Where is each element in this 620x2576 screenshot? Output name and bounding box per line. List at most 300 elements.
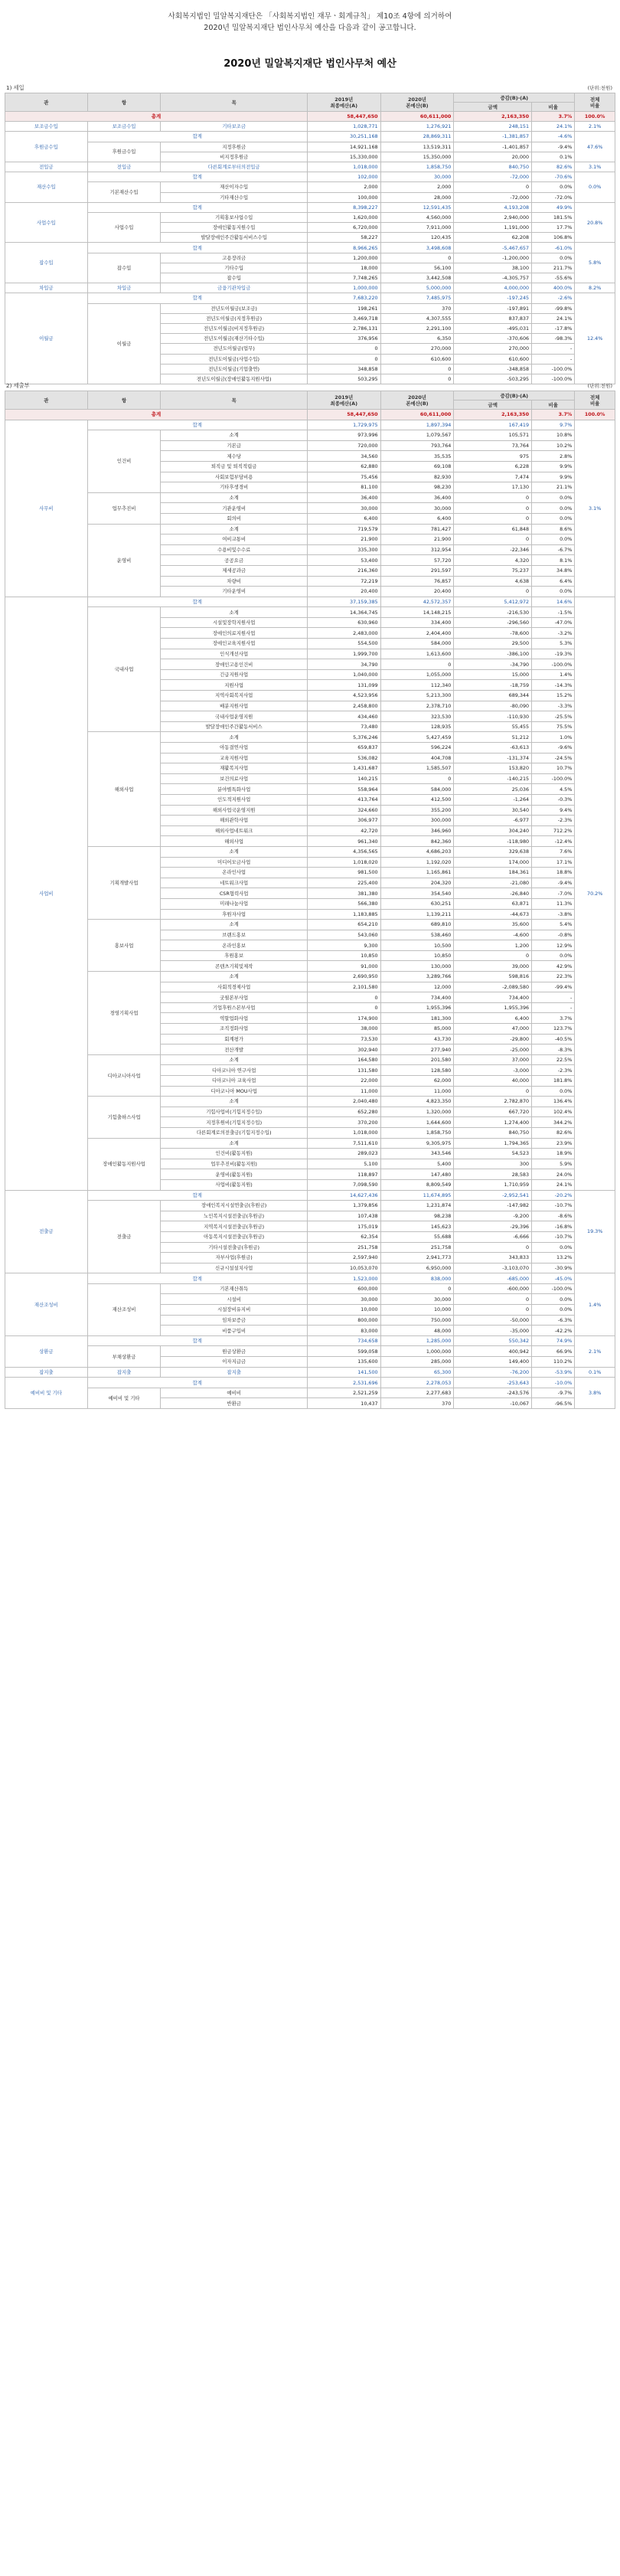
diff-ratio: -6.7% [532, 544, 575, 555]
diff-amount: 550,342 [454, 1335, 532, 1346]
diff-amount: -600,000 [454, 1283, 532, 1294]
diff-ratio: -0.8% [532, 930, 575, 940]
diff-ratio: 344.2% [532, 1117, 575, 1128]
diff-ratio: - [532, 992, 575, 1003]
hang-cell: 이월금 [87, 303, 161, 384]
value-2019: 81,100 [307, 482, 380, 493]
value-2019: 14,627,436 [307, 1190, 380, 1201]
share-ratio: 3.8% [575, 1378, 615, 1409]
diff-amount: 0 [454, 950, 532, 961]
value-2019: 3,469,718 [307, 313, 380, 323]
mok-cell: 인식개선사업 [161, 649, 307, 659]
value-2020: 1,276,921 [380, 122, 454, 132]
value-2020: 11,674,895 [380, 1190, 454, 1201]
diff-amount: 5,412,972 [454, 597, 532, 607]
diff-amount: 40,000 [454, 1076, 532, 1087]
value-2020: 14,148,215 [380, 607, 454, 618]
value-2020: 60,611,000 [380, 112, 454, 122]
value-2020: 55,688 [380, 1231, 454, 1242]
diff-ratio: -19.3% [532, 649, 575, 659]
value-2020: 98,238 [380, 1211, 454, 1221]
value-2020: 3,289,766 [380, 972, 454, 982]
mok-cell: 교육지원사업 [161, 753, 307, 763]
mok-cell: 발달장애인주간활동서비스수입 [161, 233, 307, 243]
mok-cell: 후원홍보 [161, 950, 307, 961]
header-share [575, 391, 615, 410]
diff-ratio: 6.4% [532, 576, 575, 587]
value-2019: 961,340 [307, 836, 380, 847]
share-ratio: 3.1% [575, 420, 615, 597]
mok-cell: 조직정화사업 [161, 1024, 307, 1035]
mok-cell: 네트워크사업 [161, 878, 307, 888]
mok-cell: 해외사업네트워크 [161, 825, 307, 836]
value-2020: 750,000 [380, 1315, 454, 1326]
value-2019: 1,200,000 [307, 253, 380, 263]
value-2019: 1,018,020 [307, 857, 380, 868]
value-2020: 43,730 [380, 1034, 454, 1044]
value-2019: 5,376,246 [307, 732, 380, 743]
value-2019: 141,500 [307, 1367, 380, 1378]
header-mok-text: 목 [231, 99, 237, 106]
gwan-cell: 이월금 [5, 293, 88, 384]
diff-ratio: -98.3% [532, 334, 575, 344]
value-2019: 198,261 [307, 303, 380, 313]
hang-cell: 사업수입 [87, 212, 161, 243]
value-2020: 355,200 [380, 805, 454, 816]
value-2020: 596,224 [380, 743, 454, 754]
diff-amount: -6,977 [454, 816, 532, 826]
diff-amount: 610,600 [454, 354, 532, 364]
value-2020: 630,251 [380, 898, 454, 909]
diff-ratio: 9.9% [532, 461, 575, 472]
mok-cell: 기타운영비 [161, 587, 307, 597]
mok-cell: 시설비 [161, 1294, 307, 1305]
mok-cell: 기본재산취득 [161, 1283, 307, 1294]
mok-cell: 미래나눔사업 [161, 898, 307, 909]
value-2020: 584,000 [380, 784, 454, 795]
value-2020: 2,278,053 [380, 1378, 454, 1388]
subtotal-row [5, 1190, 615, 1201]
mok-cell: 회의비 [161, 513, 307, 524]
mok-cell: 기관운영비 [161, 503, 307, 514]
diff-ratio: 136.4% [532, 1097, 575, 1107]
mok-cell: 소계 [161, 1054, 307, 1065]
mok-cell: 회계평가 [161, 1034, 307, 1044]
diff-ratio: 1.4% [532, 669, 575, 680]
value-2020: 112,340 [380, 680, 454, 691]
share-ratio: 1.4% [575, 1273, 615, 1336]
value-2019: 58,227 [307, 233, 380, 243]
mok-cell: 소계 [161, 607, 307, 618]
diff-ratio: 0.0% [532, 492, 575, 503]
value-2019: 102,000 [307, 172, 380, 182]
diff-amount: 975 [454, 451, 532, 462]
share-ratio: 100.0% [575, 410, 615, 420]
value-2019: 324,660 [307, 805, 380, 816]
value-2020: 1,285,000 [380, 1335, 454, 1346]
diff-ratio: 123.7% [532, 1024, 575, 1035]
mok-cell: 기업후원스본부사업 [161, 1002, 307, 1013]
value-2019: 38,000 [307, 1024, 380, 1035]
value-2019: 2,690,950 [307, 972, 380, 982]
diff-amount: -197,245 [454, 293, 532, 303]
gwan-cell: 전출금 [5, 1190, 88, 1273]
mok-cell: 굿윌본부사업 [161, 992, 307, 1003]
value-2020: 30,000 [380, 1294, 454, 1305]
value-2020: 334,400 [380, 617, 454, 628]
table-row [5, 1346, 615, 1357]
diff-amount: 20,000 [454, 152, 532, 162]
header-diff [454, 391, 575, 400]
header-mok [161, 391, 307, 410]
value-2020: 7,485,975 [380, 293, 454, 303]
diff-amount: 1,955,396 [454, 1002, 532, 1013]
diff-amount: 39,000 [454, 961, 532, 972]
value-2020: 842,360 [380, 836, 454, 847]
hang-cell: 운영비 [87, 524, 161, 597]
value-2019: 118,897 [307, 1169, 380, 1180]
value-2020: 76,857 [380, 576, 454, 587]
value-2020: 0 [380, 374, 454, 384]
value-2020: 300,000 [380, 816, 454, 826]
diff-amount: 38,100 [454, 263, 532, 273]
diff-ratio: 0.0% [532, 182, 575, 192]
diff-ratio: 17.1% [532, 857, 575, 868]
value-2020: 1,165,861 [380, 868, 454, 878]
diff-amount: 2,782,870 [454, 1097, 532, 1107]
value-2020: 13,519,311 [380, 142, 454, 152]
diff-amount: 840,750 [454, 1127, 532, 1138]
diff-ratio: 3.7% [532, 112, 575, 122]
diff-amount: 689,344 [454, 691, 532, 701]
header-mok [161, 93, 307, 112]
diff-ratio: -8.3% [532, 1044, 575, 1055]
value-2019: 225,400 [307, 878, 380, 888]
table-row [5, 1054, 615, 1065]
value-2019: 20,400 [307, 587, 380, 597]
value-2020: 1,320,000 [380, 1107, 454, 1117]
diff-ratio: -30.9% [532, 1263, 575, 1273]
diff-amount: -72,000 [454, 192, 532, 202]
value-2019: 2,101,580 [307, 982, 380, 992]
mok-cell: 합계 [87, 597, 307, 607]
mok-cell: 소계 [161, 972, 307, 982]
value-2019: 536,082 [307, 753, 380, 763]
diff-ratio: 9.4% [532, 805, 575, 816]
diff-ratio: -9.4% [532, 878, 575, 888]
diff-ratio: 0.0% [532, 1294, 575, 1305]
hang-cell: 장애인활동지원사업 [87, 1138, 161, 1190]
mok-cell: 디아코니아 교육사업 [161, 1076, 307, 1087]
value-2020: 1,613,600 [380, 649, 454, 659]
value-2019: 53,400 [307, 555, 380, 566]
mok-cell: 자부사업(후원금) [161, 1253, 307, 1263]
diff-ratio: 11.3% [532, 898, 575, 909]
mok-cell: 기타보조금 [161, 122, 307, 132]
diff-amount: 55,455 [454, 721, 532, 732]
mok-cell: 반환금 [161, 1398, 307, 1409]
hang-cell: 기획개발사업 [87, 846, 161, 919]
value-2020: 6,350 [380, 334, 454, 344]
value-2019: 981,500 [307, 868, 380, 878]
value-2020: 12,000 [380, 982, 454, 992]
diff-amount: 304,240 [454, 825, 532, 836]
header-hang [87, 93, 161, 112]
value-2020: 781,427 [380, 524, 454, 534]
value-2020: 145,623 [380, 1221, 454, 1232]
mok-cell: 재활복지사업 [161, 763, 307, 774]
diff-amount: 1,274,400 [454, 1117, 532, 1128]
value-2019: 72,219 [307, 576, 380, 587]
diff-amount: -26,840 [454, 888, 532, 899]
diff-amount: 51,212 [454, 732, 532, 743]
value-2019: 599,058 [307, 1346, 380, 1357]
mok-cell: 전산개발 [161, 1044, 307, 1055]
diff-amount: -253,643 [454, 1378, 532, 1388]
mok-cell: 해외관학사업 [161, 816, 307, 826]
diff-ratio: 1.0% [532, 732, 575, 743]
header-ratio-text: 비율 [548, 401, 558, 408]
header-2019 [307, 391, 380, 410]
mok-cell: 기타수입 [161, 263, 307, 273]
value-2019: 30,000 [307, 1294, 380, 1305]
diff-ratio: -24.5% [532, 753, 575, 763]
mok-cell: 수용비및수수료 [161, 544, 307, 555]
mok-cell: 장애인의료지원사업 [161, 628, 307, 639]
diff-ratio: 110.2% [532, 1357, 575, 1368]
diff-amount: -80,090 [454, 701, 532, 711]
diff-amount: -21,080 [454, 878, 532, 888]
subtotal-row [5, 283, 615, 293]
mok-cell: 시설장비유지비 [161, 1305, 307, 1316]
diff-ratio: -7.0% [532, 888, 575, 899]
value-2020: 1,192,020 [380, 857, 454, 868]
value-2019: 37,159,385 [307, 597, 380, 607]
mok-cell: 전년도이월금(재산기타수입) [161, 334, 307, 344]
value-2019: 34,790 [307, 659, 380, 670]
diff-ratio: 0.0% [532, 1242, 575, 1253]
mok-cell: 전년도이월금(사업수입) [161, 354, 307, 364]
mok-cell: 기타재산수입 [161, 192, 307, 202]
mok-cell: 장애인복지시설연출금(후원금) [161, 1201, 307, 1211]
diff-ratio: -16.8% [532, 1221, 575, 1232]
diff-amount: 837,837 [454, 313, 532, 323]
diff-ratio: 49.9% [532, 202, 575, 212]
subtotal-row [5, 162, 615, 172]
value-2020: 251,758 [380, 1242, 454, 1253]
subtotal-row [5, 1273, 615, 1284]
diff-amount: -1,200,000 [454, 253, 532, 263]
value-2020: 120,435 [380, 233, 454, 243]
diff-amount: -63,613 [454, 743, 532, 754]
diff-ratio: 14.6% [532, 597, 575, 607]
value-2020: 2,404,400 [380, 628, 454, 639]
diff-ratio: -8.6% [532, 1211, 575, 1221]
mok-cell: 임차보증금 [161, 1315, 307, 1326]
mok-cell: 제세공과금 [161, 565, 307, 576]
value-2019: 83,000 [307, 1326, 380, 1336]
header-2019 [307, 93, 380, 112]
value-2019: 630,960 [307, 617, 380, 628]
value-2020: 130,000 [380, 961, 454, 972]
diff-amount: -495,031 [454, 323, 532, 333]
mok-cell: 후원자사업 [161, 909, 307, 920]
value-2019: 7,511,610 [307, 1138, 380, 1149]
value-2019: 62,880 [307, 461, 380, 472]
share-ratio: 0.0% [575, 172, 615, 203]
value-2020: 584,000 [380, 639, 454, 649]
value-2020: 98,230 [380, 482, 454, 493]
mok-cell: 제수당 [161, 451, 307, 462]
diff-amount: -4,600 [454, 930, 532, 940]
diff-amount: -1,264 [454, 794, 532, 805]
value-2019: 58,447,650 [307, 410, 380, 420]
hang-cell: 후원금수입 [87, 142, 161, 162]
value-2020: 48,000 [380, 1326, 454, 1336]
value-2020: 370 [380, 1398, 454, 1409]
value-2020: 2,277,683 [380, 1388, 454, 1398]
value-2019: 0 [307, 1002, 380, 1013]
diff-amount: -147,982 [454, 1201, 532, 1211]
header-2020 [380, 93, 454, 112]
table-row [5, 430, 615, 441]
value-2019: 2,597,940 [307, 1253, 380, 1263]
diff-ratio: 22.3% [532, 972, 575, 982]
mok-cell: 보건의료사업 [161, 773, 307, 784]
diff-ratio: 10.8% [532, 430, 575, 441]
diff-ratio: 10.2% [532, 440, 575, 451]
mok-cell: 온라인사업 [161, 868, 307, 878]
diff-ratio: 24.0% [532, 1169, 575, 1180]
header-gwan-text: 관 [44, 99, 49, 106]
diff-ratio: - [532, 354, 575, 364]
diff-ratio: 8.6% [532, 524, 575, 534]
mok-cell: 지역사회복지사업 [161, 691, 307, 701]
income-table [5, 93, 615, 384]
mok-cell: 장애인고용인건비 [161, 659, 307, 670]
subtotal-row [5, 1378, 615, 1388]
value-2019: 91,000 [307, 961, 380, 972]
mok-cell: 운영비(활동지원) [161, 1169, 307, 1180]
mok-cell: 소계 [161, 846, 307, 857]
value-2019: 720,000 [307, 440, 380, 451]
share-ratio: 20.8% [575, 202, 615, 243]
diff-amount: 61,848 [454, 524, 532, 534]
mok-cell: 예비비 [161, 1388, 307, 1398]
value-2019: 30,000 [307, 503, 380, 514]
value-2019: 434,460 [307, 711, 380, 722]
diff-amount: 667,720 [454, 1107, 532, 1117]
table-row [5, 142, 615, 152]
mok-cell: 잡수입 [161, 273, 307, 283]
value-2019: 216,360 [307, 565, 380, 576]
value-2020: 2,378,710 [380, 701, 454, 711]
value-2019: 4,356,565 [307, 846, 380, 857]
value-2019: 566,380 [307, 898, 380, 909]
value-2019: 5,100 [307, 1159, 380, 1169]
value-2019: 100,000 [307, 192, 380, 202]
diff-amount: 343,833 [454, 1253, 532, 1263]
diff-amount: -1,381,857 [454, 132, 532, 142]
mok-cell: 비지정후원금 [161, 152, 307, 162]
subtotal-row [5, 1335, 615, 1346]
diff-ratio: -2.6% [532, 293, 575, 303]
value-2020: 4,307,555 [380, 313, 454, 323]
mok-cell: 원금상환금 [161, 1346, 307, 1357]
value-2019: 652,280 [307, 1107, 380, 1117]
diff-amount: -35,000 [454, 1326, 532, 1336]
mok-cell: 시설및장학지원사업 [161, 617, 307, 628]
diff-ratio: - [532, 344, 575, 354]
value-2019: 659,837 [307, 743, 380, 754]
mok-cell: 공공요금 [161, 555, 307, 566]
mok-cell: 업무추진비(활동지원) [161, 1159, 307, 1169]
header-share-text: 전체 [589, 96, 600, 103]
mok-cell: 합계 [87, 1273, 307, 1284]
total-label: 총계 [5, 112, 308, 122]
diff-amount: -296,560 [454, 617, 532, 628]
value-2019: 2,786,131 [307, 323, 380, 333]
mok-cell: 비품구입비 [161, 1326, 307, 1336]
mok-cell: 소계 [161, 430, 307, 441]
mok-cell: 기타후생경비 [161, 482, 307, 493]
diff-ratio: 42.9% [532, 961, 575, 972]
gwan-cell: 잡지출 [5, 1367, 88, 1378]
gwan-cell: 차입금 [5, 283, 88, 293]
gwan-cell: 재산수입 [5, 172, 88, 203]
diff-ratio: - [532, 1002, 575, 1013]
mok-cell: CSR협력사업 [161, 888, 307, 899]
diff-amount: 1,710,959 [454, 1179, 532, 1190]
subtotal-row [5, 420, 615, 430]
notice-text [0, 11, 620, 34]
value-2020: 128,580 [380, 1065, 454, 1076]
header-gwan [5, 93, 88, 112]
value-2020: 1,139,211 [380, 909, 454, 920]
table-row [5, 492, 615, 503]
value-2019: 1,018,000 [307, 162, 380, 172]
diff-ratio: -42.2% [532, 1326, 575, 1336]
diff-amount: 6,228 [454, 461, 532, 472]
value-2019: 2,531,696 [307, 1378, 380, 1388]
value-2020: 10,500 [380, 940, 454, 951]
mok-cell: 소계 [161, 524, 307, 534]
mok-cell: 발달장애인주간활동서비스 [161, 721, 307, 732]
mok-cell: 전년도이월금(보조금) [161, 303, 307, 313]
value-2019: 7,098,590 [307, 1179, 380, 1190]
value-2020: 838,000 [380, 1273, 454, 1284]
value-2020: 610,600 [380, 354, 454, 364]
diff-amount: 167,419 [454, 420, 532, 430]
diff-amount: 0 [454, 587, 532, 597]
diff-ratio: -25.5% [532, 711, 575, 722]
mok-cell: 지정후원금 [161, 142, 307, 152]
value-2019: 1,040,000 [307, 669, 380, 680]
diff-amount: 329,638 [454, 846, 532, 857]
diff-ratio: -100.0% [532, 374, 575, 384]
mok-cell: 소계 [161, 1138, 307, 1149]
diff-amount: 0 [454, 492, 532, 503]
mok-cell: 기본급 [161, 440, 307, 451]
subtotal-row [5, 597, 615, 607]
table-row [5, 1138, 615, 1149]
diff-amount: -685,000 [454, 1273, 532, 1284]
diff-amount: -386,100 [454, 649, 532, 659]
mok-cell: 합계 [87, 172, 307, 182]
share-ratio: 70.2% [575, 597, 615, 1190]
value-2020: 412,500 [380, 794, 454, 805]
diff-ratio: 9.7% [532, 420, 575, 430]
